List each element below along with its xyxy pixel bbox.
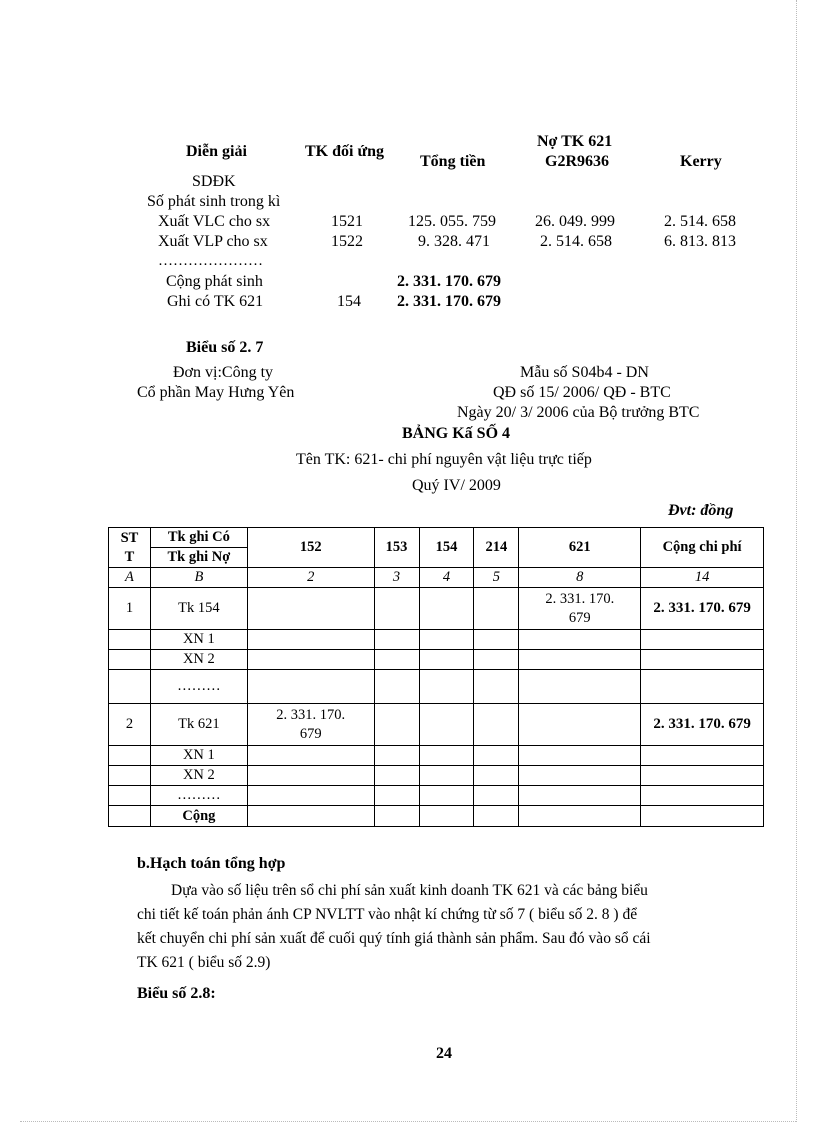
name-cell: XN 1 — [150, 746, 247, 766]
code-cell: 5 — [474, 568, 519, 588]
name-cell: Tk 154 — [150, 588, 247, 630]
cong-cell: 2. 331. 170. 679 — [641, 704, 764, 746]
page-number: 24 — [436, 1045, 452, 1062]
header-stt: ST T — [109, 528, 151, 568]
code-cell: 4 — [419, 568, 474, 588]
row-vlp-tong: 9. 328. 471 — [418, 233, 490, 250]
name-cell: Tk 621 — [150, 704, 247, 746]
table-row — [109, 746, 764, 766]
name-cell: XN 2 — [150, 766, 247, 786]
code-cell: B — [150, 568, 247, 588]
bieu-so-27: Biểu số 2. 7 — [186, 339, 264, 356]
header-tk-ghi-co: Tk ghi Có — [150, 528, 247, 548]
qd-so: QĐ số 15/ 2006/ QĐ - BTC — [493, 384, 671, 401]
row-sddk: SDĐK — [192, 173, 236, 190]
header-cong-chi-phi: Cộng chi phí — [641, 528, 764, 568]
cong-label-cell: Cộng — [150, 806, 247, 827]
value-621-cell: 2. 331. 170. 679 — [519, 588, 641, 630]
name-cell: ……… — [150, 786, 247, 806]
row-vlp-kerry: 6. 813. 813 — [664, 233, 736, 250]
table-row — [109, 650, 764, 670]
page-border-right — [796, 0, 797, 1122]
table-row — [109, 670, 764, 704]
don-vi-line2: Cổ phần May Hưng Yên — [137, 384, 295, 401]
header-kerry: Kerry — [680, 153, 722, 170]
row-vlc-kerry: 2. 514. 658 — [664, 213, 736, 230]
table-row — [109, 588, 764, 630]
page-border-bottom — [20, 1121, 796, 1122]
para-line: Dựa vào số liệu trên sổ chi phí sản xuất kinh doanh TK 621 và các bảng biểu — [171, 882, 648, 899]
bieu-so-28: Biểu số 2.8: — [137, 985, 216, 1002]
header-no-tk: Nợ TK 621 — [537, 133, 613, 150]
table-row — [109, 704, 764, 746]
paragraph — [137, 879, 737, 975]
header-g2r: G2R9636 — [545, 153, 609, 170]
header-tk-doi-ung: TK đối ứng — [305, 143, 384, 160]
para-line: kết chuyển chi phí sản xuất để cuối quý tính giá thành sản phẩm. Sau đó vào sổ cái — [137, 930, 651, 947]
cong-cell: 2. 331. 170. 679 — [641, 588, 764, 630]
row-ghi-co-tong: 2. 331. 170. 679 — [397, 293, 501, 310]
mau-so: Mẫu số S04b4 - DN — [520, 364, 649, 381]
ngay: Ngày 20/ 3/ 2006 của Bộ trưởng BTC — [457, 404, 700, 421]
code-cell: 14 — [641, 568, 764, 588]
name-cell: XN 1 — [150, 630, 247, 650]
value-152-cell: 2. 331. 170. 679 — [247, 704, 374, 746]
quy: Quý IV/ 2009 — [412, 477, 501, 494]
table-row — [109, 766, 764, 786]
header-152: 152 — [247, 528, 374, 568]
code-cell: 3 — [374, 568, 419, 588]
row-ghi-co-tk: 154 — [337, 293, 361, 310]
don-vi-line1: Đơn vị:Công ty — [173, 364, 274, 381]
section-b-title: b.Hạch toán tổng hợp — [137, 855, 286, 872]
name-cell: ……… — [150, 670, 247, 704]
header-dien-giai: Diễn giải — [186, 143, 247, 160]
dvt: Đvt: đồng — [668, 502, 734, 519]
row-dots: ………………… — [158, 253, 263, 269]
row-vlp-label: Xuất VLP cho sx — [158, 233, 268, 250]
name-cell: XN 2 — [150, 650, 247, 670]
row-vlp-g2r: 2. 514. 658 — [540, 233, 612, 250]
ten-tk: Tên TK: 621- chi phí nguyên vật liệu trực tiếp — [296, 451, 592, 468]
bang-ke-table — [108, 527, 764, 827]
table-row — [109, 806, 764, 827]
header-tk-ghi-no: Tk ghi Nợ — [150, 548, 247, 568]
header-154: 154 — [419, 528, 474, 568]
row-cong-phat-sinh-label: Cộng phát sinh — [166, 273, 263, 290]
bang-title: BẢNG Kấ SỐ 4 — [402, 425, 511, 442]
row-vlc-g2r: 26. 049. 999 — [535, 213, 615, 230]
code-cell: 2 — [247, 568, 374, 588]
row-cong-phat-sinh-tong: 2. 331. 170. 679 — [397, 273, 501, 290]
row-vlc-tong: 125. 055. 759 — [408, 213, 496, 230]
row-vlc-tk: 1521 — [331, 213, 363, 230]
code-row — [109, 568, 764, 588]
stt-cell: 1 — [109, 588, 151, 630]
para-line: TK 621 ( biểu số 2.9) — [137, 954, 271, 971]
table-row — [109, 786, 764, 806]
table-row — [109, 630, 764, 650]
stt-cell: 2 — [109, 704, 151, 746]
header-tong-tien: Tổng tiền — [420, 153, 486, 170]
code-cell: A — [109, 568, 151, 588]
row-vlc-label: Xuất VLC cho sx — [158, 213, 271, 230]
code-cell: 8 — [519, 568, 641, 588]
para-line: chi tiết kế toán phản ánh CP NVLTT vào nhật kí chứng từ số 7 ( biểu số 2. 8 ) để — [137, 906, 638, 923]
header-153: 153 — [374, 528, 419, 568]
row-ghi-co-label: Ghi có TK 621 — [167, 293, 264, 310]
row-vlp-tk: 1522 — [331, 233, 363, 250]
header-214: 214 — [474, 528, 519, 568]
row-so-phat-sinh: Số phát sinh trong kì — [147, 193, 281, 210]
header-621: 621 — [519, 528, 641, 568]
